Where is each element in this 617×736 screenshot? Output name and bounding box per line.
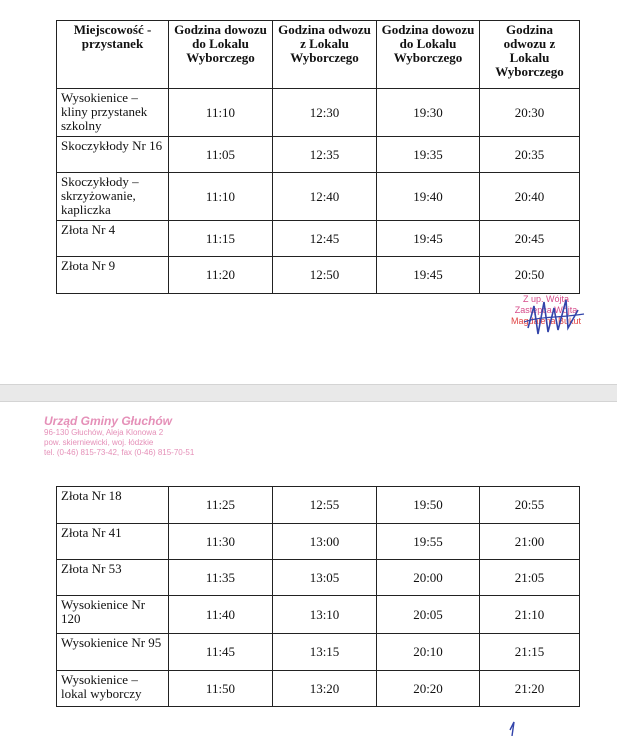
handwritten-signature bbox=[520, 288, 590, 350]
cell-location: Złota Nr 18 bbox=[57, 487, 169, 524]
cell-time: 20:40 bbox=[480, 173, 580, 221]
table-row bbox=[57, 560, 580, 596]
table-row bbox=[57, 89, 580, 137]
header-arrival-1: Godzina dowozu do Lokalu Wyborczego bbox=[169, 21, 273, 89]
cell-time: 13:10 bbox=[273, 596, 377, 634]
cell-time: 11:35 bbox=[169, 560, 273, 596]
cell-time: 11:45 bbox=[169, 634, 273, 671]
table-row bbox=[57, 596, 580, 634]
cell-location: Złota Nr 4 bbox=[57, 221, 169, 257]
signature-stamp-line2: Zastępca Wójta bbox=[514, 305, 578, 315]
cell-time: 21:00 bbox=[480, 524, 580, 560]
cell-time: 11:10 bbox=[169, 89, 273, 137]
cell-time: 12:35 bbox=[273, 137, 377, 173]
signature-stamp-name: Magdalena Bukut bbox=[510, 316, 582, 326]
cell-time: 11:20 bbox=[169, 257, 273, 294]
header-departure-1: Godzina odwozu z Lokalu Wyborczego bbox=[273, 21, 377, 89]
signature-stamp-line1: Z up. Wójta bbox=[522, 294, 569, 304]
cell-time: 19:30 bbox=[377, 89, 480, 137]
cell-time: 11:15 bbox=[169, 221, 273, 257]
cell-time: 20:30 bbox=[480, 89, 580, 137]
table-row bbox=[57, 221, 580, 257]
cell-time: 11:25 bbox=[169, 487, 273, 524]
table-row bbox=[57, 173, 580, 221]
cell-time: 13:15 bbox=[273, 634, 377, 671]
signature-fragment bbox=[500, 718, 524, 736]
header-location: Miejscowość - przystanek bbox=[57, 21, 169, 89]
cell-time: 20:35 bbox=[480, 137, 580, 173]
cell-time: 20:55 bbox=[480, 487, 580, 524]
header-arrival-2: Godzina dowozu do Lokalu Wyborczego bbox=[377, 21, 480, 89]
cell-time: 13:20 bbox=[273, 671, 377, 707]
header-departure-2: Godzina odwozu z Lokalu Wyborczego bbox=[480, 21, 580, 89]
cell-time: 12:55 bbox=[273, 487, 377, 524]
cell-time: 13:00 bbox=[273, 524, 377, 560]
cell-time: 19:55 bbox=[377, 524, 480, 560]
cell-time: 11:40 bbox=[169, 596, 273, 634]
cell-time: 12:30 bbox=[273, 89, 377, 137]
document-page-2 bbox=[0, 402, 617, 736]
cell-location: Skoczykłody Nr 16 bbox=[57, 137, 169, 173]
cell-location: Skoczykłody – skrzyżowanie, kapliczka bbox=[57, 173, 169, 221]
cell-time: 12:40 bbox=[273, 173, 377, 221]
table-row bbox=[57, 524, 580, 560]
cell-time: 12:45 bbox=[273, 221, 377, 257]
cell-time: 20:10 bbox=[377, 634, 480, 671]
table-row bbox=[57, 671, 580, 707]
office-stamp-phone: tel. (0-46) 815-73-42, fax (0-46) 815-70-51 bbox=[44, 448, 195, 457]
table-row bbox=[57, 257, 580, 294]
cell-time: 12:50 bbox=[273, 257, 377, 294]
cell-time: 11:50 bbox=[169, 671, 273, 707]
office-stamp-county: pow. skierniewicki, woj. łódzkie bbox=[44, 438, 154, 447]
cell-time: 20:45 bbox=[480, 221, 580, 257]
cell-time: 19:35 bbox=[377, 137, 480, 173]
schedule-table-part-2 bbox=[56, 486, 580, 707]
table-row bbox=[57, 634, 580, 671]
office-stamp bbox=[44, 414, 214, 458]
cell-time: 13:05 bbox=[273, 560, 377, 596]
cell-location: Wysokienice – lokal wyborczy bbox=[57, 671, 169, 707]
cell-location: Złota Nr 53 bbox=[57, 560, 169, 596]
cell-time: 19:45 bbox=[377, 221, 480, 257]
cell-location: Złota Nr 9 bbox=[57, 257, 169, 294]
cell-time: 19:45 bbox=[377, 257, 480, 294]
cell-location: Wysokienice Nr 120 bbox=[57, 596, 169, 634]
cell-time: 20:05 bbox=[377, 596, 480, 634]
cell-location: Wysokienice – kliny przystanek szkolny bbox=[57, 89, 169, 137]
cell-time: 20:00 bbox=[377, 560, 480, 596]
office-stamp-address: 96-130 Głuchów, Aleja Klonowa 2 bbox=[44, 428, 164, 437]
cell-location: Złota Nr 41 bbox=[57, 524, 169, 560]
cell-location: Wysokienice Nr 95 bbox=[57, 634, 169, 671]
office-stamp-title: Urząd Gminy Głuchów bbox=[44, 414, 173, 428]
cell-time: 21:20 bbox=[480, 671, 580, 707]
cell-time: 19:40 bbox=[377, 173, 480, 221]
table-row bbox=[57, 137, 580, 173]
cell-time: 11:10 bbox=[169, 173, 273, 221]
table-header-row bbox=[57, 21, 580, 89]
page-separator bbox=[0, 384, 617, 402]
cell-time: 19:50 bbox=[377, 487, 480, 524]
cell-time: 11:30 bbox=[169, 524, 273, 560]
cell-time: 20:20 bbox=[377, 671, 480, 707]
cell-time: 20:50 bbox=[480, 257, 580, 294]
cell-time: 21:15 bbox=[480, 634, 580, 671]
cell-time: 21:10 bbox=[480, 596, 580, 634]
cell-time: 21:05 bbox=[480, 560, 580, 596]
table-row bbox=[57, 487, 580, 524]
cell-time: 11:05 bbox=[169, 137, 273, 173]
schedule-table-part-1 bbox=[56, 20, 580, 294]
